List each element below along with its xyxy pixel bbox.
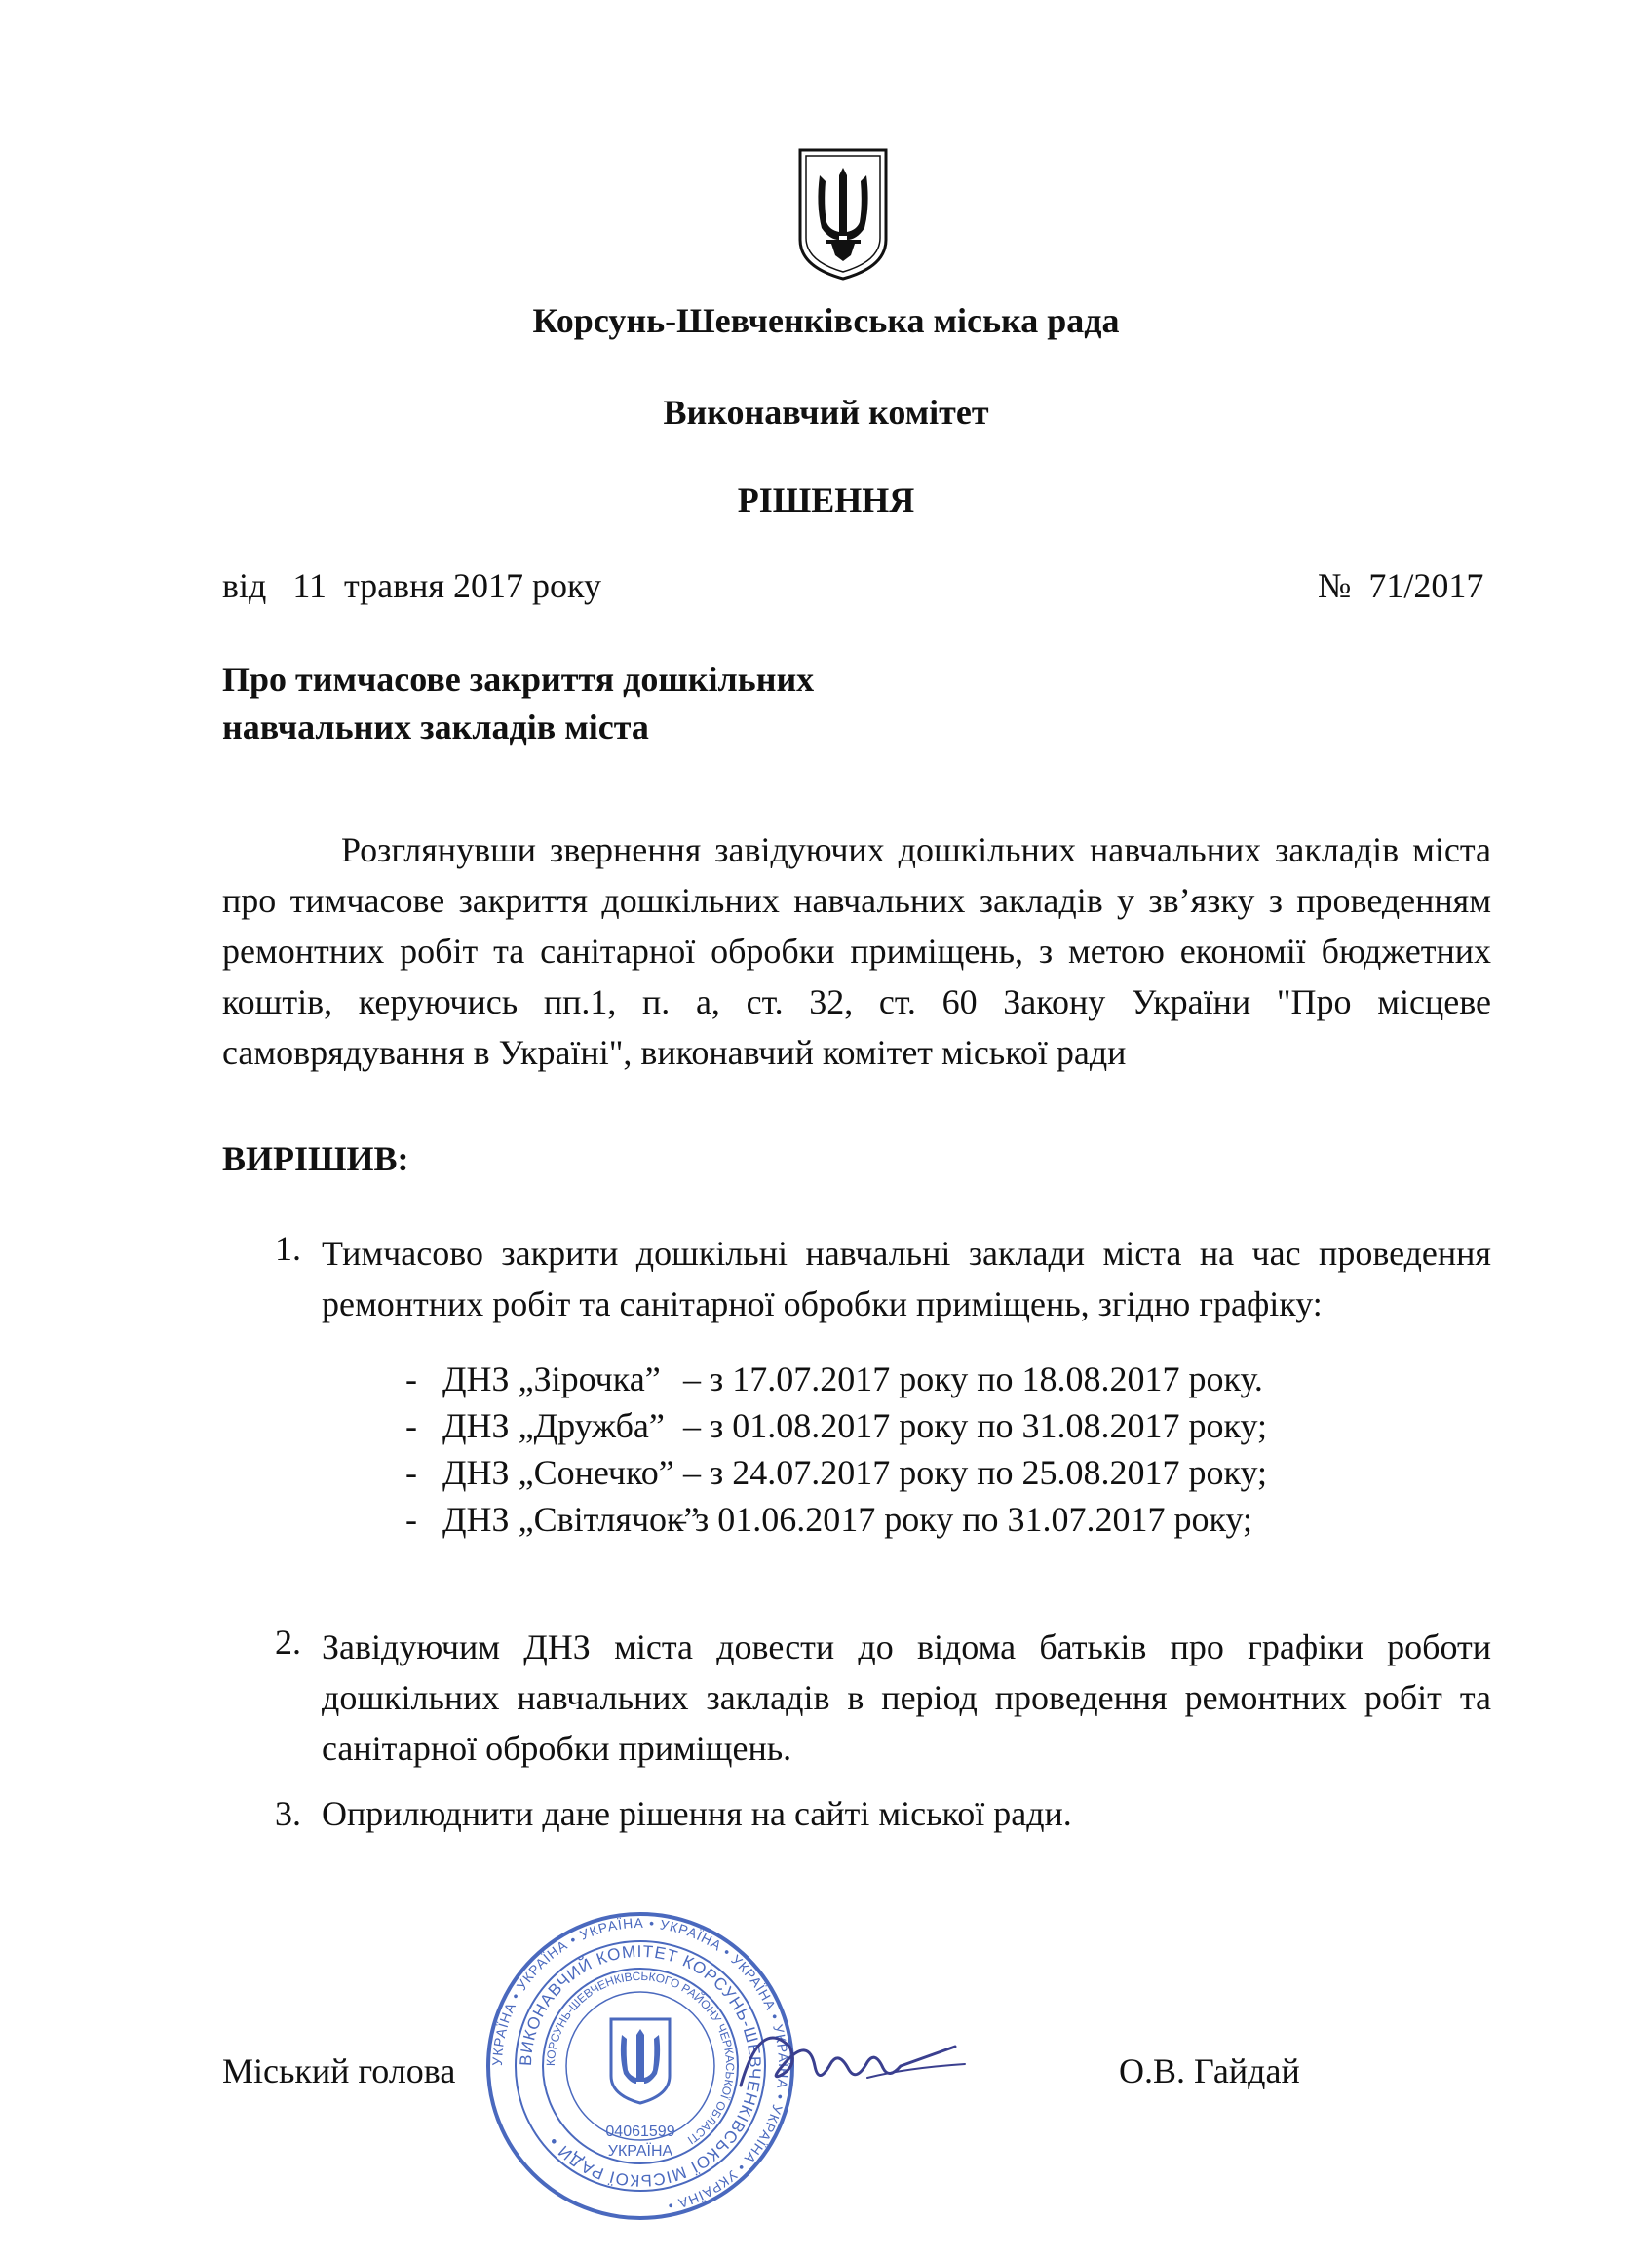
schedule-list — [405, 1359, 1267, 1546]
document-date: від 11 травня 2017 року — [222, 566, 601, 605]
preamble-paragraph: Розглянувши звернення завідуючих дошкільних навчальних закладів міста про тимчасове закриття дошкільних навчальних закладів у зв’язку з проведенням ремонтних робіт та санітарної обробки приміщень, з метою економії бюджетних коштів, керуючись пп.1, п. а, ст. 32, ст. 60 Закону України "Про місцеве самоврядування в Україні", виконавчий комітет міської ради — [222, 830, 1491, 1072]
schedule-item: - ДНЗ „Дружба” – з 01.08.2017 року по 31.08.2017 року; — [405, 1406, 1267, 1445]
document-subject: Про тимчасове закриття дошкільних навчальних закладів міста — [222, 660, 815, 746]
schedule-item: - ДНЗ „Зірочка” – з 17.07.2017 року по 18.08.2017 року. — [405, 1359, 1263, 1398]
item-1-number: 1. — [275, 1229, 301, 1268]
committee-name: Виконавчий комітет — [663, 393, 989, 432]
svg-text:УКРАЇНА: УКРАЇНА — [607, 2143, 673, 2160]
svg-text:04061599: 04061599 — [605, 2124, 675, 2140]
svg-text:УКРАЇНА • УКРАЇНА • УКРАЇНА •: УКРАЇНА • УКРАЇНА • УКРАЇНА • УКРАЇНА • УКРАЇНА • УКРАЇНА • УКРАЇНА • УКРАЇНА • — [488, 1914, 792, 2215]
item-3-number: 3. — [275, 1794, 301, 1833]
schedule-item: - ДНЗ „Сонечко” – з 24.07.2017 року по 25.08.2017 року; — [405, 1453, 1267, 1492]
council-name: Корсунь-Шевченківська міська рада — [532, 301, 1120, 340]
svg-text:КОРСУНЬ-ШЕВЧЕНКІВСЬКОГО РАЙОНУ: КОРСУНЬ-ШЕВЧЕНКІВСЬКОГО РАЙОНУ ЧЕРКАСЬКОЇ ОБЛАСТІ — [543, 1969, 738, 2148]
item-2-number: 2. — [275, 1623, 301, 1662]
schedule-item: - ДНЗ „Світлячок” – з 01.06.2017 року по 31.07.2017 року; — [405, 1500, 1252, 1539]
item-3-text: Оприлюднити дане рішення на сайті міської ради. — [322, 1794, 1072, 1833]
item-2-text: Завідуючим ДНЗ міста довести до відома батьків про графіки роботи дошкільних навчальних закладів в період проведення ремонтних робіт та санітарної обробки приміщень. — [322, 1627, 1491, 1768]
handwritten-signature-icon — [721, 2008, 975, 2115]
signatory-name: О.В. Гайдай — [1119, 2051, 1300, 2090]
item-1-text: Тимчасово закрити дошкільні навчальні заклади міста на час проведення ремонтних робіт та санітарної обробки приміщень, згідно графіку: — [322, 1234, 1491, 1323]
svg-text:ВИКОНАВЧИЙ КОМІТЕТ КОРСУНЬ-ШЕВ: ВИКОНАВЧИЙ КОМІТЕТ КОРСУНЬ-ШЕВЧЕНКІВСЬКОЇ МІСЬКОЇ РАДИ • — [516, 1941, 765, 2191]
resolved-heading: ВИРІШИВ: — [222, 1139, 409, 1178]
coat-of-arms-icon — [796, 146, 890, 283]
signatory-position: Міський голова — [222, 2051, 456, 2090]
document-type: РІШЕННЯ — [737, 480, 915, 519]
document-number: № 71/2017 — [1318, 566, 1484, 605]
